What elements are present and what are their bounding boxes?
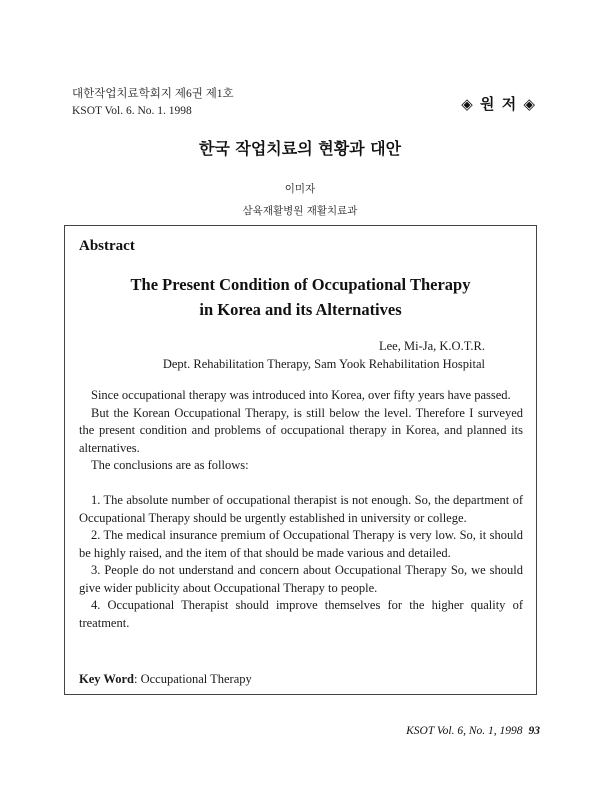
korean-title: 한국 작업치료의 현황과 대안 (198, 139, 402, 158)
page-number: 93 (528, 725, 540, 737)
conclusion-item: 1. The absolute number of occupational therapist is not enough. So, the department of Occupational Therapy should be urgently established in university or college. (79, 493, 523, 525)
paragraph-spacer (79, 475, 523, 493)
english-title-line-1: The Present Condition of Occupational Therapy (130, 275, 471, 294)
english-author: Lee, Mi-Ja, K.O.T.R. (379, 339, 485, 353)
english-title (65, 272, 536, 322)
abstract-box (64, 225, 537, 695)
abstract-heading: Abstract (79, 238, 135, 254)
english-title-line-2: in Korea and its Alternatives (199, 300, 402, 319)
keyword-value: : Occupational Therapy (133, 672, 252, 686)
english-affiliation: Dept. Rehabilitation Therapy, Sam Yook Rehabilitation Hospital (162, 357, 485, 371)
conclusion-item: 3. People do not understand and concern about Occupational Therapy So, we should give wider publicity about Occupational Therapy to people. (79, 563, 523, 595)
abstract-paragraph: Since occupational therapy was introduced into Korea, over fifty years have passed. (91, 388, 511, 402)
journal-name-english: KSOT Vol. 6. No. 1. 1998 (72, 105, 192, 117)
keyword-label: Key Word (79, 672, 134, 686)
conclusion-item: 2. The medical insurance premium of Occupational Therapy is very low. So, it should be highly raised, and the item of that should be made various and detailed. (79, 528, 523, 560)
abstract-body (79, 387, 523, 632)
footer-citation: KSOT Vol. 6, No. 1, 1998 (406, 725, 523, 737)
journal-name-korean: 대한작업치료학회지 제6권 제1호 (72, 88, 234, 100)
journal-header (72, 86, 234, 120)
page-footer (406, 725, 540, 737)
korean-author: 이미자 (284, 183, 316, 195)
keyword-line (79, 672, 252, 687)
conclusion-item: 4. Occupational Therapist should improve themselves for the higher quality of treatment. (79, 598, 523, 630)
abstract-paragraph: But the Korean Occupational Therapy, is still below the level. Therefore I surveyed the present condition and problems of occupational therapy in Korea, and planned its alternatives. (79, 405, 523, 455)
abstract-paragraph: The conclusions are as follows: (91, 458, 249, 472)
korean-affiliation: 삼육재활병원 재활치료과 (242, 205, 358, 217)
article-type-badge: ◈ 원 저 ◈ (461, 95, 536, 113)
